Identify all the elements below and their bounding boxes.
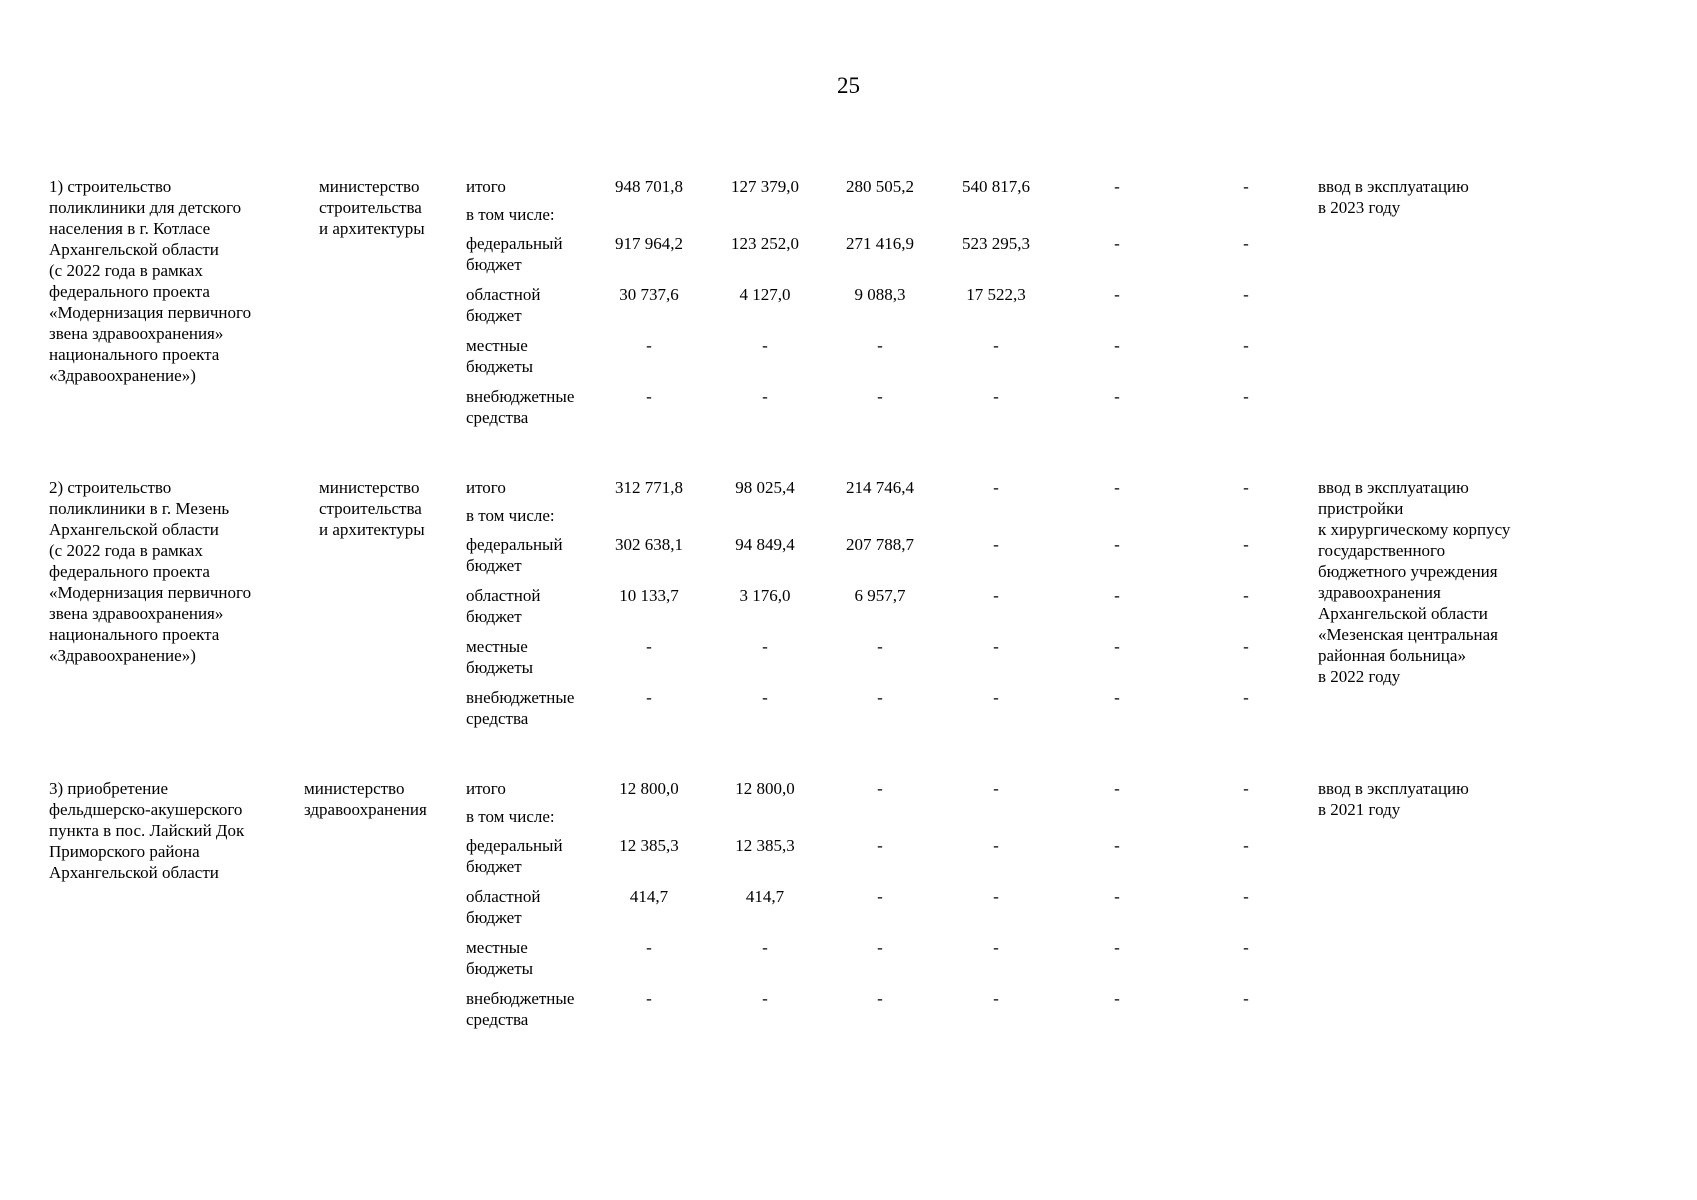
funding-source: федеральный бюджет: [466, 535, 563, 575]
value-year-4: -: [1114, 779, 1120, 798]
funding-row-regional: [466, 585, 1286, 629]
page-number: 25: [837, 73, 860, 98]
value-year-3: -: [993, 336, 999, 355]
value-year-4: -: [1114, 938, 1120, 957]
responsible-executor: министерство строительства и архитектуры: [319, 177, 425, 238]
measure-name: 1) строительство поликлиники для детского населения в г. Котласе Архангельской области (с 2022 года в рамках федерального проекта «Модернизация первичного звена здравоохранения» национального проекта «Здравоохранение»): [49, 177, 252, 385]
value-year-2: -: [877, 688, 883, 707]
value-year-4: -: [1114, 336, 1120, 355]
value-year-2: -: [877, 387, 883, 406]
value-year-3: -: [993, 688, 999, 707]
value-total: 302 638,1: [615, 535, 683, 554]
value-total: 414,7: [629, 887, 669, 906]
value-year-2: -: [877, 938, 883, 957]
funding-row-federal: [466, 835, 1286, 879]
value-year-5: -: [1243, 387, 1249, 406]
funding-source: областной бюджет: [466, 887, 541, 927]
value-year-5: -: [1243, 234, 1249, 253]
value-year-1: -: [762, 387, 768, 406]
value-total: -: [646, 336, 652, 355]
value-year-5: -: [1243, 177, 1249, 196]
value-year-5: -: [1243, 779, 1249, 798]
value-year-2: -: [877, 836, 883, 855]
value-year-1: 3 176,0: [739, 586, 791, 605]
value-year-5: -: [1243, 887, 1249, 906]
value-year-5: -: [1243, 836, 1249, 855]
value-year-3: -: [993, 586, 999, 605]
value-year-3: -: [993, 478, 999, 497]
value-year-3: 17 522,3: [966, 285, 1026, 304]
funding-row-federal: [466, 233, 1286, 277]
funding-row-local: [466, 937, 1286, 981]
funding-source: местные бюджеты: [466, 938, 534, 978]
expected-result: ввод в эксплуатацию в 2023 году: [1318, 177, 1469, 217]
funding-source: местные бюджеты: [466, 336, 534, 376]
value-year-5: -: [1243, 285, 1249, 304]
value-year-1: -: [762, 637, 768, 656]
value-year-4: -: [1114, 989, 1120, 1008]
value-year-2: 214 746,4: [846, 478, 914, 497]
value-total: 948 701,8: [615, 177, 683, 196]
value-year-3: -: [993, 535, 999, 554]
funding-row-federal: [466, 534, 1286, 578]
value-year-4: -: [1114, 586, 1120, 605]
value-year-2: 280 505,2: [846, 177, 914, 196]
value-year-3: -: [993, 989, 999, 1008]
value-total: -: [646, 387, 652, 406]
value-year-2: -: [877, 779, 883, 798]
value-year-3: 523 295,3: [962, 234, 1030, 253]
value-total: 10 133,7: [619, 586, 679, 605]
funding-source: в том числе:: [466, 807, 555, 826]
funding-source: внебюджетные средства: [466, 387, 575, 427]
value-year-5: -: [1243, 336, 1249, 355]
value-year-3: -: [993, 938, 999, 957]
value-total: 917 964,2: [615, 234, 683, 253]
funding-source: в том числе:: [466, 506, 555, 525]
value-year-3: -: [993, 779, 999, 798]
value-year-4: -: [1114, 887, 1120, 906]
funding-source: местные бюджеты: [466, 637, 534, 677]
value-year-5: -: [1243, 989, 1249, 1008]
expected-result: ввод в эксплуатацию в 2021 году: [1318, 779, 1469, 819]
funding-source: внебюджетные средства: [466, 688, 575, 728]
value-year-1: -: [762, 938, 768, 957]
value-year-4: -: [1114, 285, 1120, 304]
value-year-4: -: [1114, 688, 1120, 707]
funding-row-regional: [466, 284, 1286, 328]
value-year-1: 127 379,0: [731, 177, 799, 196]
value-year-2: -: [877, 637, 883, 656]
funding-row-extrabudgetary: [466, 687, 1286, 731]
value-year-1: -: [762, 989, 768, 1008]
value-total: 12 385,3: [619, 836, 679, 855]
value-year-3: -: [993, 836, 999, 855]
value-year-1: 4 127,0: [739, 285, 791, 304]
funding-row-extrabudgetary: [466, 988, 1286, 1032]
funding-source: федеральный бюджет: [466, 836, 563, 876]
value-year-1: 94 849,4: [735, 535, 795, 554]
value-year-2: -: [877, 336, 883, 355]
funding-row-local: [466, 335, 1286, 379]
value-year-4: -: [1114, 387, 1120, 406]
value-year-2: 271 416,9: [846, 234, 914, 253]
value-year-2: -: [877, 887, 883, 906]
value-year-2: -: [877, 989, 883, 1008]
measure-name: 3) приобретение фельдшерско-акушерского пункта в пос. Лайский Док Приморского района Архангельской области: [49, 779, 245, 882]
value-year-4: -: [1114, 535, 1120, 554]
value-year-1: 12 385,3: [735, 836, 795, 855]
responsible-executor: министерство здравоохранения: [304, 779, 427, 819]
value-year-4: -: [1114, 836, 1120, 855]
value-year-5: -: [1243, 688, 1249, 707]
funding-source: областной бюджет: [466, 586, 541, 626]
value-year-5: -: [1243, 535, 1249, 554]
value-year-4: -: [1114, 177, 1120, 196]
value-year-4: -: [1114, 637, 1120, 656]
measure-name: 2) строительство поликлиники в г. Мезень Архангельской области (с 2022 года в рамках федерального проекта «Модернизация первичного звена здравоохранения» национального проекта «Здравоохранение»): [49, 478, 252, 665]
value-year-2: 207 788,7: [846, 535, 914, 554]
value-year-2: 9 088,3: [854, 285, 906, 304]
funding-source: областной бюджет: [466, 285, 541, 325]
value-year-1: 414,7: [745, 887, 785, 906]
funding-source: в том числе:: [466, 205, 555, 224]
value-year-1: -: [762, 336, 768, 355]
value-year-3: 540 817,6: [962, 177, 1030, 196]
value-year-1: 98 025,4: [735, 478, 795, 497]
value-total: -: [646, 938, 652, 957]
value-year-3: -: [993, 637, 999, 656]
value-year-5: -: [1243, 586, 1249, 605]
expected-result: ввод в эксплуатацию пристройки к хирургическому корпусу государственного бюджетного учреждения здравоохранения Архангельской области «Мезенская центральная районная больница» в 2022 году: [1318, 478, 1511, 686]
value-year-2: 6 957,7: [854, 586, 906, 605]
value-year-1: 12 800,0: [735, 779, 795, 798]
value-year-3: -: [993, 387, 999, 406]
funding-source: итого: [466, 779, 506, 798]
funding-source: итого: [466, 177, 506, 196]
value-total: 12 800,0: [619, 779, 679, 798]
funding-source: внебюджетные средства: [466, 989, 575, 1029]
funding-row-extrabudgetary: [466, 386, 1286, 430]
value-year-4: -: [1114, 234, 1120, 253]
value-total: -: [646, 989, 652, 1008]
value-year-1: 123 252,0: [731, 234, 799, 253]
value-year-5: -: [1243, 938, 1249, 957]
value-year-1: -: [762, 688, 768, 707]
funding-row-regional: [466, 886, 1286, 930]
value-year-5: -: [1243, 478, 1249, 497]
value-year-4: -: [1114, 478, 1120, 497]
value-year-5: -: [1243, 637, 1249, 656]
value-total: -: [646, 637, 652, 656]
value-year-3: -: [993, 887, 999, 906]
value-total: 312 771,8: [615, 478, 683, 497]
funding-source: итого: [466, 478, 506, 497]
funding-source: федеральный бюджет: [466, 234, 563, 274]
value-total: -: [646, 688, 652, 707]
value-total: 30 737,6: [619, 285, 679, 304]
funding-row-local: [466, 636, 1286, 680]
responsible-executor: министерство строительства и архитектуры: [319, 478, 425, 539]
